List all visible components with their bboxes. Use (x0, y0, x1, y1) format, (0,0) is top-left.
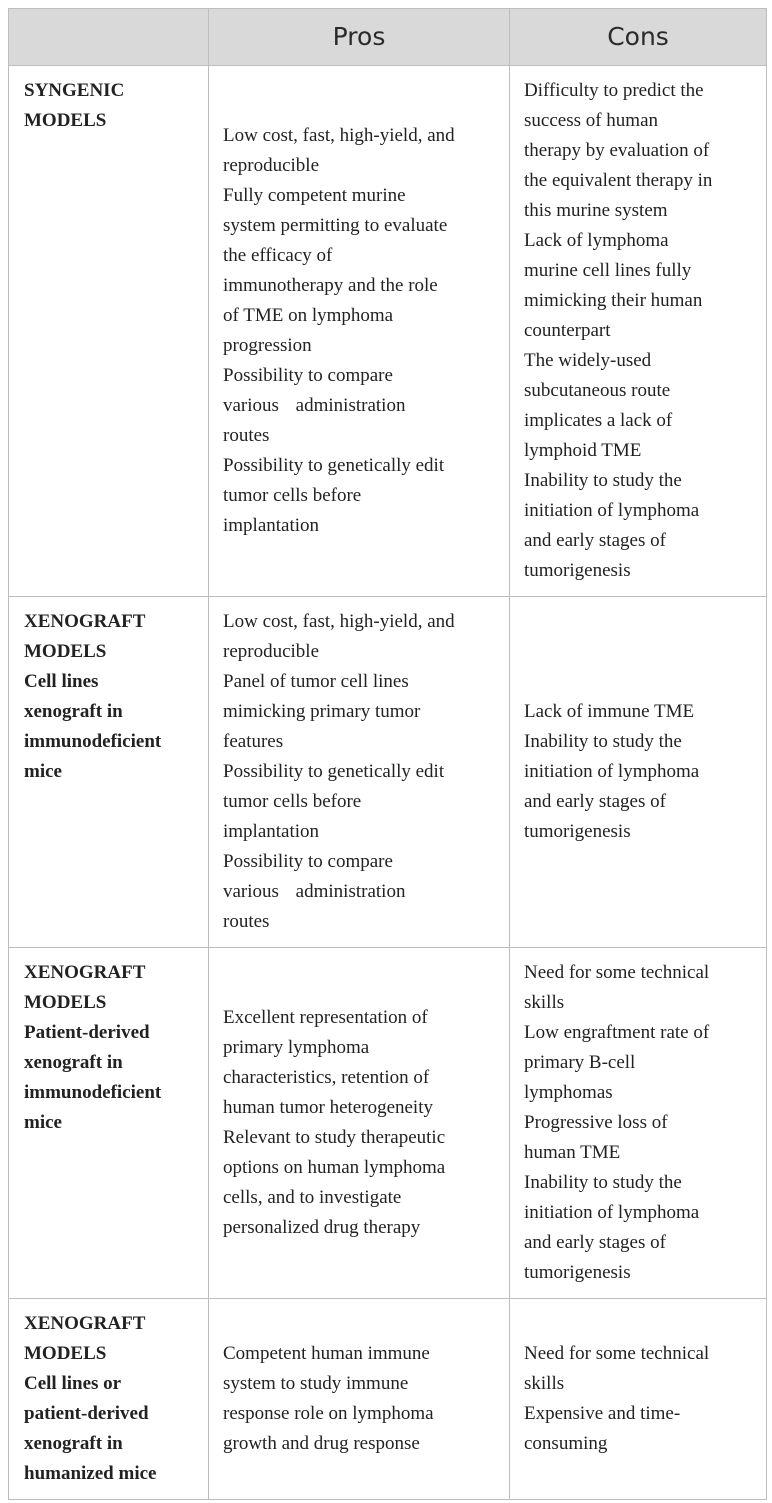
pros-line: Possibility to compare (223, 365, 393, 386)
header-cons: Cons (510, 9, 767, 66)
model-line: patient-derived (24, 1403, 149, 1424)
pros-line: human tumor heterogeneity (223, 1097, 433, 1118)
pros-line: Low cost, fast, high-yield, and (223, 611, 455, 632)
pros-line: Panel of tumor cell lines (223, 671, 409, 692)
cons-line: mimicking their human (524, 290, 703, 311)
cons-line: therapy by evaluation of (524, 140, 710, 161)
table-row (9, 597, 767, 948)
model-line: Patient-derived (24, 1022, 150, 1043)
header-model (9, 9, 209, 66)
cons-line: tumorigenesis (524, 1262, 631, 1283)
pros-line: various administration (223, 395, 406, 416)
cons-line: Inability to study the (524, 470, 682, 491)
pros-line: Competent human immune (223, 1343, 430, 1364)
model-line: SYNGENIC (24, 80, 125, 101)
cons-line: skills (524, 992, 565, 1013)
pros-line: of TME on lymphoma (223, 305, 394, 326)
header-pros: Pros (209, 9, 510, 66)
cons-line: Lack of immune TME (524, 701, 695, 722)
pros-cell (209, 948, 510, 1299)
pros-line: system to study immune (223, 1373, 409, 1394)
model-line: xenograft in (24, 1052, 123, 1073)
pros-line: Possibility to genetically edit (223, 761, 445, 782)
pros-cell (209, 597, 510, 948)
cons-line: initiation of lymphoma (524, 500, 700, 521)
table-row (9, 1299, 767, 1500)
pros-cell (209, 66, 510, 597)
cons-cell (510, 597, 767, 948)
pros-line: personalized drug therapy (223, 1217, 421, 1238)
cons-cell (510, 948, 767, 1299)
cons-line: Low engraftment rate of (524, 1022, 710, 1043)
model-line: immunodeficient (24, 731, 162, 752)
pros-line: the efficacy of (223, 245, 333, 266)
model-line: XENOGRAFT (24, 1313, 146, 1334)
pros-line: Relevant to study therapeutic (223, 1127, 446, 1148)
cons-line: counterpart (524, 320, 611, 341)
model-line: MODELS (24, 110, 107, 131)
cons-line: human TME (524, 1142, 621, 1163)
cons-line: Need for some technical (524, 1343, 710, 1364)
cons-line: implicates a lack of (524, 410, 673, 431)
cons-line: Lack of lymphoma (524, 230, 669, 251)
pros-line: Possibility to genetically edit (223, 455, 445, 476)
table-row (9, 66, 767, 597)
cons-line: Expensive and time- (524, 1403, 681, 1424)
cons-line: and early stages of (524, 530, 666, 551)
cons-line: Progressive loss of (524, 1112, 668, 1133)
pros-line: immunotherapy and the role (223, 275, 438, 296)
pros-line: system permitting to evaluate (223, 215, 448, 236)
models-comparison-table (8, 8, 767, 1500)
cons-line: skills (524, 1373, 565, 1394)
model-line: mice (24, 1112, 62, 1133)
pros-line: reproducible (223, 641, 320, 662)
cons-cell (510, 1299, 767, 1500)
model-line: xenograft in (24, 701, 123, 722)
cons-line: the equivalent therapy in (524, 170, 713, 191)
pros-line: tumor cells before (223, 485, 362, 506)
pros-line: characteristics, retention of (223, 1067, 430, 1088)
model-line: MODELS (24, 1343, 107, 1364)
cons-cell (510, 66, 767, 597)
model-line: XENOGRAFT (24, 962, 146, 983)
pros-line: cells, and to investigate (223, 1187, 402, 1208)
cons-line: success of human (524, 110, 659, 131)
model-line: MODELS (24, 992, 107, 1013)
pros-line: mimicking primary tumor (223, 701, 421, 722)
pros-line: various administration (223, 881, 406, 902)
model-line: mice (24, 761, 62, 782)
pros-line: routes (223, 911, 270, 932)
pros-line: primary lymphoma (223, 1037, 370, 1058)
model-line: Cell lines (24, 671, 99, 692)
table-row (9, 948, 767, 1299)
cons-line: and early stages of (524, 791, 666, 812)
cons-line: this murine system (524, 200, 668, 221)
model-cell (9, 597, 209, 948)
cons-line: Difficulty to predict the (524, 80, 704, 101)
header-row (9, 9, 767, 66)
model-line: Cell lines or (24, 1373, 122, 1394)
model-line: immunodeficient (24, 1082, 162, 1103)
model-line: humanized mice (24, 1463, 157, 1484)
pros-line: Excellent representation of (223, 1007, 428, 1028)
model-line: MODELS (24, 641, 107, 662)
pros-line: implantation (223, 515, 320, 536)
model-cell (9, 66, 209, 597)
pros-line: progression (223, 335, 312, 356)
pros-line: Fully competent murine (223, 185, 406, 206)
pros-cell (209, 1299, 510, 1500)
pros-line: reproducible (223, 155, 320, 176)
pros-line: implantation (223, 821, 320, 842)
model-line: XENOGRAFT (24, 611, 146, 632)
model-line: xenograft in (24, 1433, 123, 1454)
pros-line: Low cost, fast, high-yield, and (223, 125, 455, 146)
table-body (9, 66, 767, 1500)
cons-line: initiation of lymphoma (524, 761, 700, 782)
pros-line: features (223, 731, 284, 752)
cons-line: murine cell lines fully (524, 260, 692, 281)
cons-line: primary B-cell (524, 1052, 636, 1073)
cons-line: tumorigenesis (524, 560, 631, 581)
pros-line: Possibility to compare (223, 851, 393, 872)
cons-line: lymphomas (524, 1082, 613, 1103)
cons-line: lymphoid TME (524, 440, 642, 461)
pros-line: options on human lymphoma (223, 1157, 446, 1178)
cons-line: initiation of lymphoma (524, 1202, 700, 1223)
cons-line: Inability to study the (524, 1172, 682, 1193)
pros-line: growth and drug response (223, 1433, 420, 1454)
cons-line: and early stages of (524, 1232, 666, 1253)
cons-line: consuming (524, 1433, 608, 1454)
pros-line: response role on lymphoma (223, 1403, 434, 1424)
cons-line: subcutaneous route (524, 380, 671, 401)
cons-line: tumorigenesis (524, 821, 631, 842)
model-cell (9, 1299, 209, 1500)
model-cell (9, 948, 209, 1299)
cons-line: Inability to study the (524, 731, 682, 752)
pros-line: routes (223, 425, 270, 446)
cons-line: Need for some technical (524, 962, 710, 983)
pros-line: tumor cells before (223, 791, 362, 812)
cons-line: The widely-used (524, 350, 652, 371)
